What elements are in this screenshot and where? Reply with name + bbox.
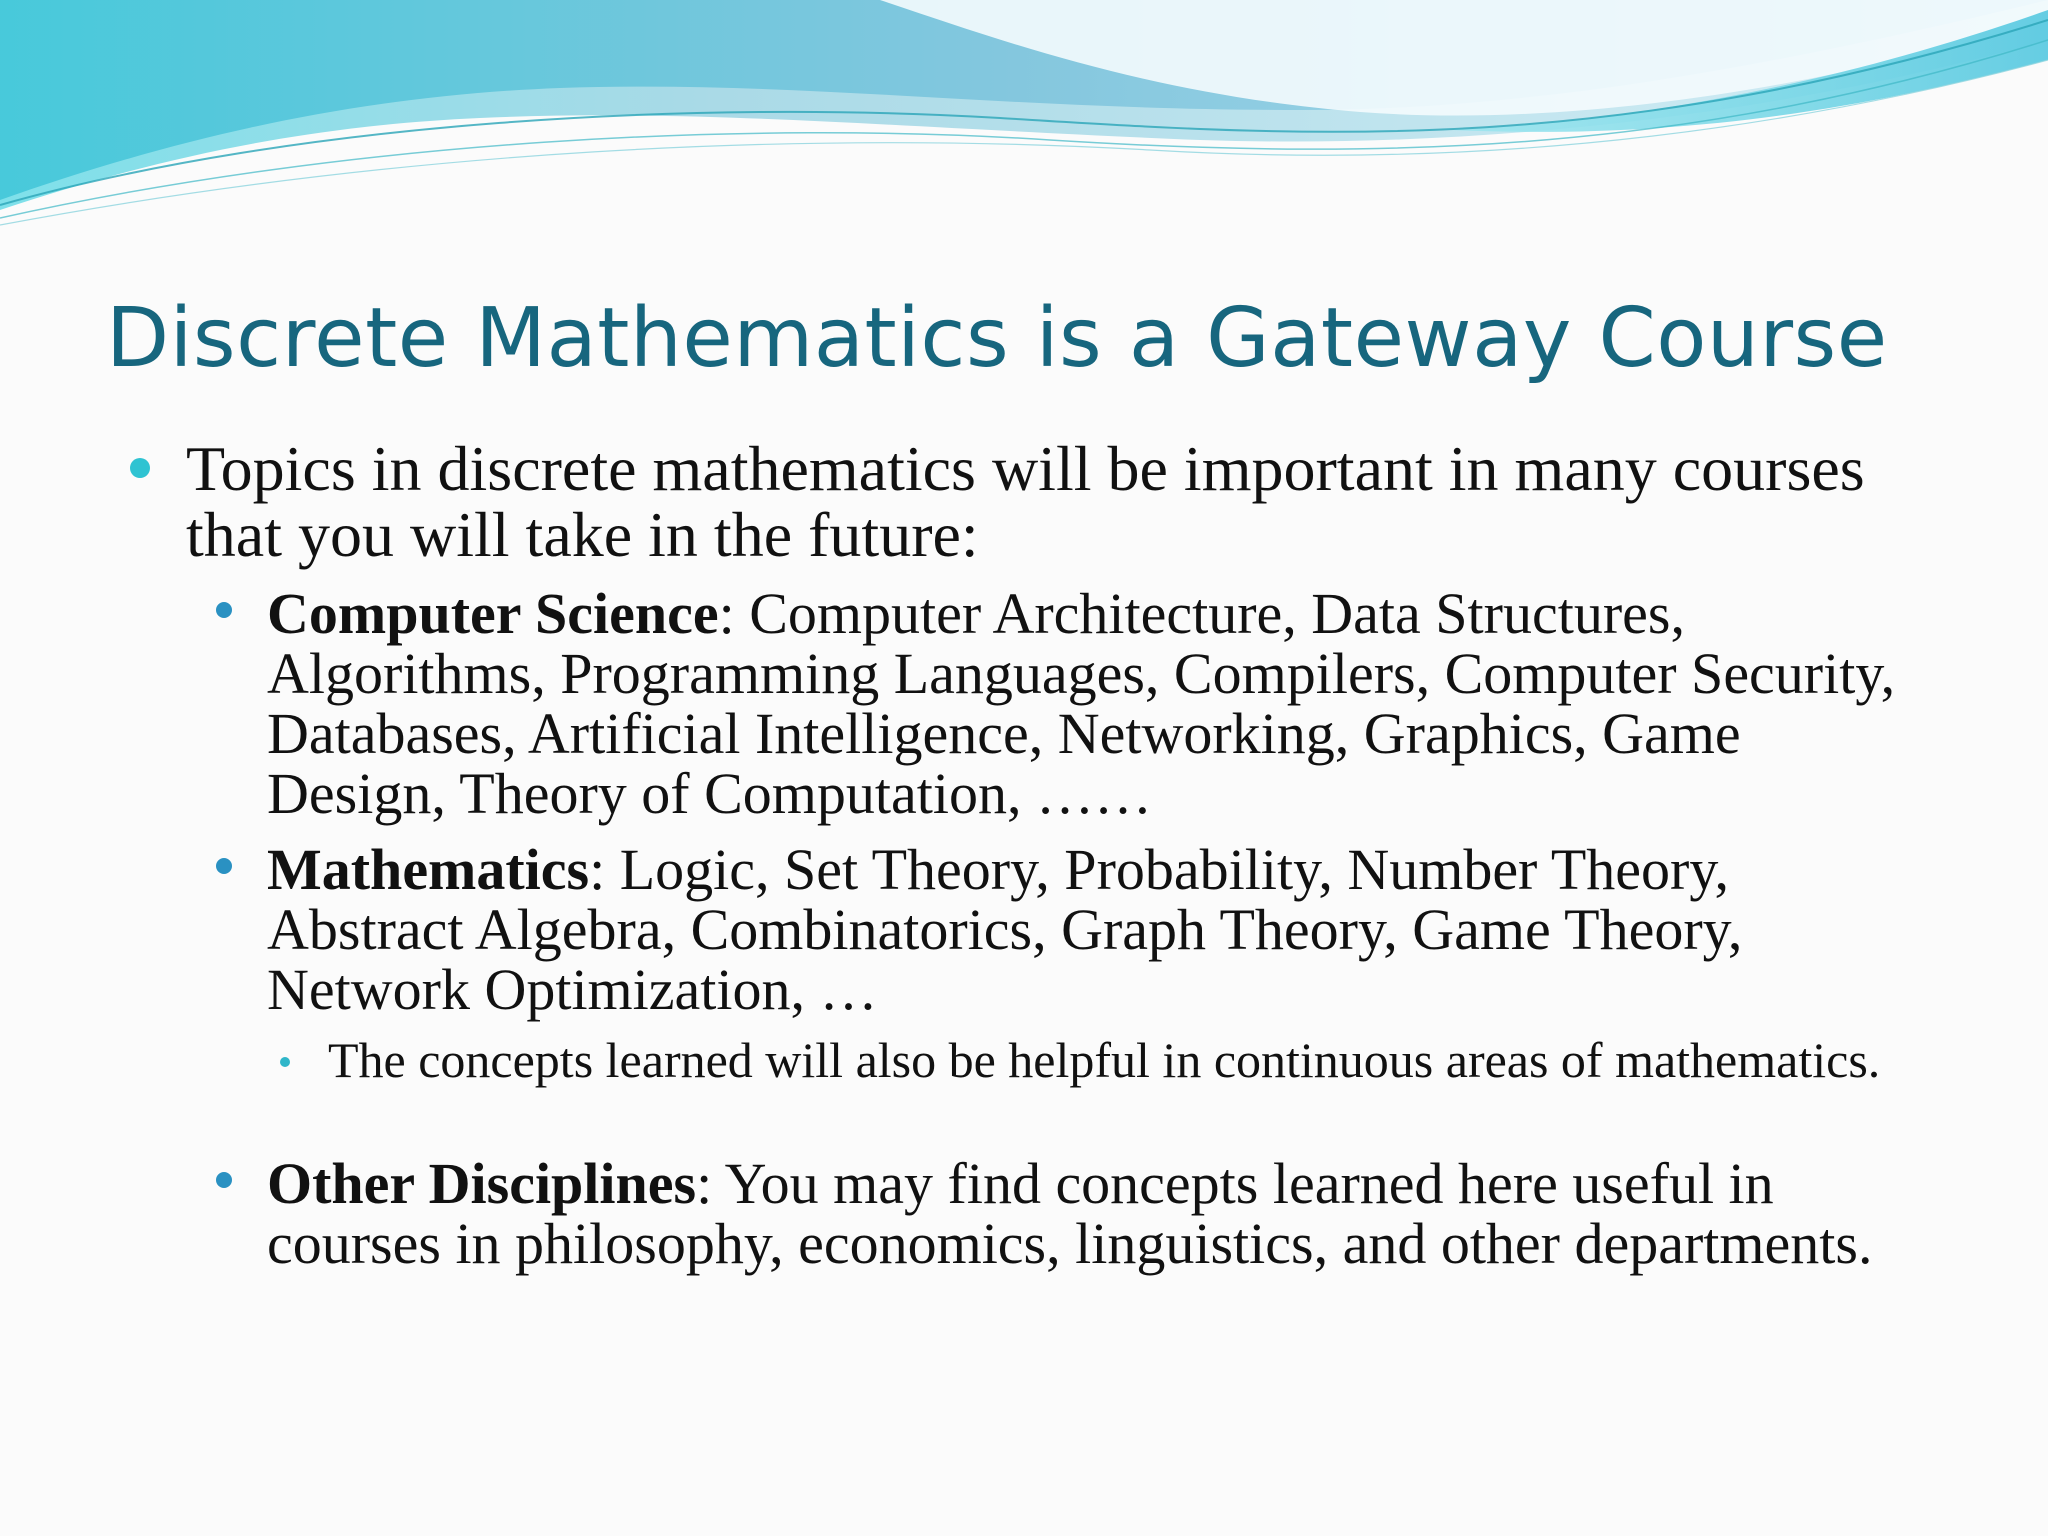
subject-mathematics [267, 837, 1927, 1022]
subject-other-disciplines [267, 1151, 1927, 1276]
subject-text: : You may find concepts learned here useful in courses in philosophy, economics, linguistics, and other departments. [267, 1151, 1873, 1276]
bullet-dot-icon [216, 602, 232, 618]
subject-heading: Mathematics [267, 837, 590, 902]
note-continuous-math: The concepts learned will also be helpful in continuous areas of mathematics. [328, 1032, 1881, 1088]
intro-bullet-text: Topics in discrete mathematics will be important in many courses that you will take in the future: [186, 433, 1865, 570]
subject-computer-science [267, 581, 1927, 826]
bullet-dot-icon [216, 858, 232, 874]
subject-text: : Logic, Set Theory, Probability, Number Theory, Abstract Algebra, Combinatorics, Graph Theory, Game Theory, Network Optimization, … [267, 837, 1743, 1022]
subject-heading: Computer Science [267, 581, 719, 646]
bullet-dot-icon [216, 1172, 232, 1188]
subject-heading: Other Disciplines [267, 1151, 697, 1216]
subject-text: : Computer Architecture, Data Structures, Algorithms, Programming Languages, Compilers, Computer Security, Databases, Artificial Intelligence, Networking, Graphics, Game Design, Theory of Computation, …… [267, 581, 1896, 826]
bullet-dot-icon [130, 458, 150, 478]
bullet-dot-icon [280, 1057, 290, 1067]
slide-title: Discrete Mathematics is a Gateway Course [106, 291, 1888, 386]
